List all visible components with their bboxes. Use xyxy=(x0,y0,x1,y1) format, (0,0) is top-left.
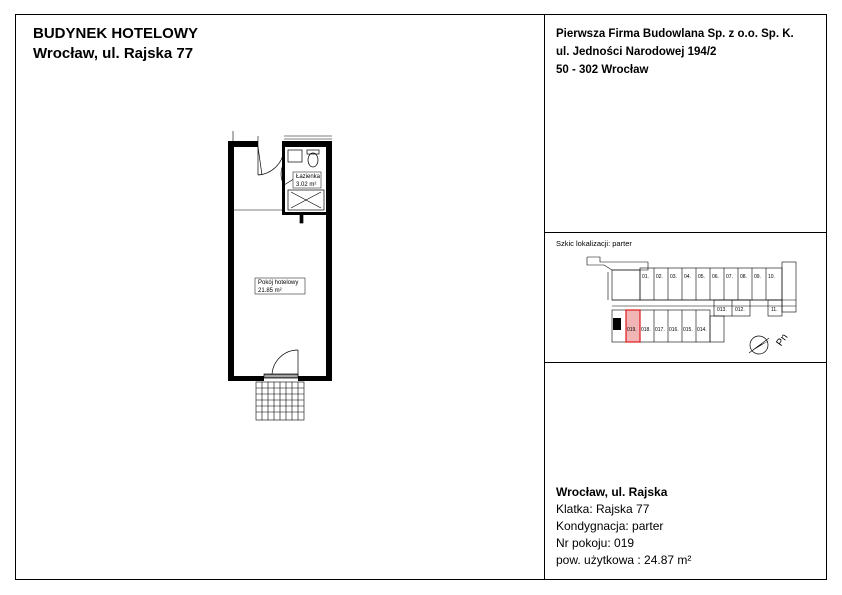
svg-text:06.: 06. xyxy=(712,274,719,280)
svg-text:012.: 012. xyxy=(735,307,745,313)
north-label: Pn xyxy=(774,332,791,349)
svg-text:02.: 02. xyxy=(656,274,663,280)
svg-text:11.: 11. xyxy=(771,307,778,313)
bathroom-name: Łazienka xyxy=(296,174,321,180)
sketch-room-numbers xyxy=(627,274,778,333)
terrace xyxy=(256,382,304,420)
location-sketch-label: Szkic lokalizacji: parter xyxy=(556,239,632,248)
info-usable-area: pow. użytkowa : 24.87 m² xyxy=(556,553,692,567)
svg-text:05.: 05. xyxy=(698,274,705,280)
svg-text:09.: 09. xyxy=(754,274,761,280)
svg-text:03.: 03. xyxy=(670,274,677,280)
info-staircase: Klatka: Rajska 77 xyxy=(556,502,650,516)
svg-text:019.: 019. xyxy=(627,327,637,333)
info-room-number: Nr pokoju: 019 xyxy=(556,536,635,550)
north-arrow-icon xyxy=(749,336,770,354)
company-city: 50 - 302 Wrocław xyxy=(556,64,649,76)
svg-text:016.: 016. xyxy=(669,327,679,333)
bathroom-area: 3.02 m² xyxy=(296,182,317,188)
company-name: Pierwsza Firma Budowlana Sp. z o.o. Sp. K. xyxy=(556,28,794,40)
svg-text:014.: 014. xyxy=(697,327,707,333)
building-address: Wrocław, ul. Rajska 77 xyxy=(33,45,194,62)
room-area: 21.85 m² xyxy=(258,288,282,294)
svg-text:018.: 018. xyxy=(641,327,651,333)
svg-text:013.: 013. xyxy=(717,307,727,313)
room-name: Pokój hotelowy xyxy=(258,280,299,286)
svg-text:04.: 04. xyxy=(684,274,691,280)
highlighted-room-019 xyxy=(626,310,640,342)
svg-text:10.: 10. xyxy=(768,274,775,280)
stair-block xyxy=(613,318,621,330)
room-info xyxy=(556,484,691,569)
company-street: ul. Jedności Narodowej 194/2 xyxy=(556,46,717,58)
svg-text:017.: 017. xyxy=(655,327,665,333)
terrace-door xyxy=(264,350,298,378)
svg-text:01.: 01. xyxy=(642,274,649,280)
svg-text:08.: 08. xyxy=(740,274,747,280)
info-address: Wrocław, ul. Rajska xyxy=(556,485,668,499)
svg-text:015.: 015. xyxy=(683,327,693,333)
building-name: BUDYNEK HOTELOWY xyxy=(33,25,198,42)
entry-door xyxy=(258,147,284,175)
info-floor: Kondygnacja: parter xyxy=(556,519,664,533)
svg-text:07.: 07. xyxy=(726,274,733,280)
